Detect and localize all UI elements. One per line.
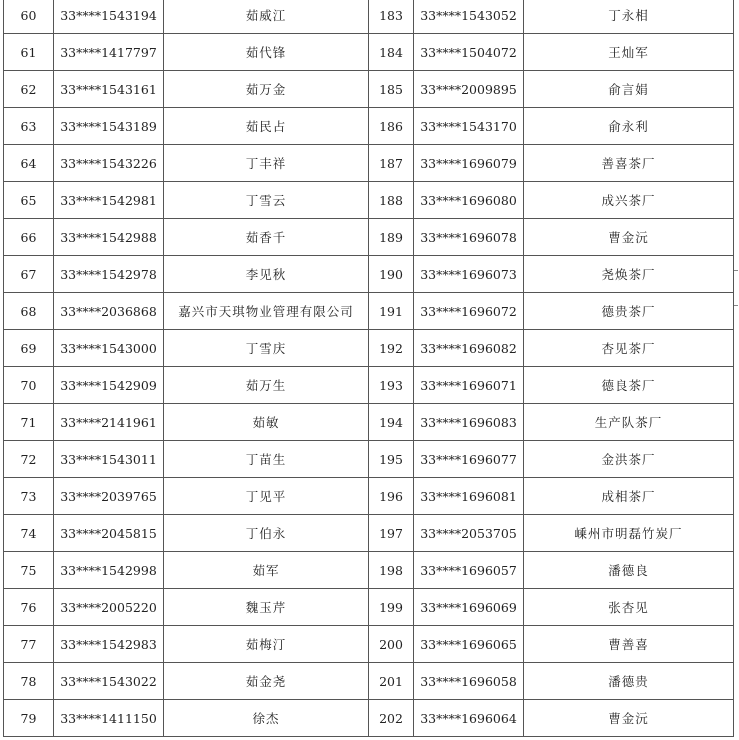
taxpayer-id-right: 33****1696064 [414, 700, 524, 737]
row-number-right: 201 [369, 663, 414, 700]
table-row [4, 515, 734, 552]
row-number-left: 70 [4, 367, 54, 404]
taxpayer-id-left: 33****1543161 [54, 71, 164, 108]
row-number-right: 186 [369, 108, 414, 145]
edge-mark [734, 305, 738, 306]
row-number-right: 183 [369, 0, 414, 34]
taxpayer-id-right: 33****1696069 [414, 589, 524, 626]
table-row [4, 441, 734, 478]
row-number-right: 199 [369, 589, 414, 626]
row-number-right: 189 [369, 219, 414, 256]
table-row [4, 663, 734, 700]
taxpayer-id-left: 33****1542909 [54, 367, 164, 404]
taxpayer-id-right: 33****1696077 [414, 441, 524, 478]
taxpayer-id-left: 33****1543226 [54, 145, 164, 182]
name-right: 王灿军 [524, 34, 734, 71]
table-body [4, 0, 734, 737]
name-right: 俞言娟 [524, 71, 734, 108]
table-row [4, 71, 734, 108]
row-number-right: 192 [369, 330, 414, 367]
name-left: 茹万金 [164, 71, 369, 108]
taxpayer-id-right: 33****1696072 [414, 293, 524, 330]
name-left: 徐杰 [164, 700, 369, 737]
taxpayer-id-right: 33****1696078 [414, 219, 524, 256]
row-number-left: 63 [4, 108, 54, 145]
taxpayer-id-left: 33****2141961 [54, 404, 164, 441]
name-right: 嵊州市明磊竹炭厂 [524, 515, 734, 552]
name-right: 俞永利 [524, 108, 734, 145]
name-left: 茹威江 [164, 0, 369, 34]
name-left: 茹民占 [164, 108, 369, 145]
table-row [4, 145, 734, 182]
row-number-right: 200 [369, 626, 414, 663]
table-row [4, 626, 734, 663]
name-right: 成兴茶厂 [524, 182, 734, 219]
row-number-right: 194 [369, 404, 414, 441]
row-number-left: 78 [4, 663, 54, 700]
row-number-left: 79 [4, 700, 54, 737]
name-left: 茹万生 [164, 367, 369, 404]
taxpayer-id-right: 33****1696071 [414, 367, 524, 404]
taxpayer-id-right: 33****1543052 [414, 0, 524, 34]
name-left: 茹香千 [164, 219, 369, 256]
table-row [4, 700, 734, 737]
table-row [4, 34, 734, 71]
name-right: 金洪茶厂 [524, 441, 734, 478]
name-left: 魏玉芹 [164, 589, 369, 626]
taxpayer-id-right: 33****1696058 [414, 663, 524, 700]
table-row [4, 0, 734, 34]
name-right: 曹金沅 [524, 219, 734, 256]
taxpayer-id-right: 33****1696083 [414, 404, 524, 441]
name-right: 曹善喜 [524, 626, 734, 663]
table-row [4, 552, 734, 589]
name-right: 善喜茶厂 [524, 145, 734, 182]
name-left: 丁见平 [164, 478, 369, 515]
name-left: 茹军 [164, 552, 369, 589]
name-right: 成相茶厂 [524, 478, 734, 515]
taxpayer-id-left: 33****1542988 [54, 219, 164, 256]
row-number-left: 69 [4, 330, 54, 367]
table-row [4, 404, 734, 441]
taxpayer-id-left: 33****1543194 [54, 0, 164, 34]
name-left: 茹梅汀 [164, 626, 369, 663]
taxpayer-id-right: 33****1696081 [414, 478, 524, 515]
row-number-left: 77 [4, 626, 54, 663]
name-left: 茹金尧 [164, 663, 369, 700]
taxpayer-table [3, 0, 734, 737]
row-number-left: 60 [4, 0, 54, 34]
taxpayer-id-right: 33****1696065 [414, 626, 524, 663]
row-number-left: 67 [4, 256, 54, 293]
taxpayer-id-left: 33****2036868 [54, 293, 164, 330]
taxpayer-id-right: 33****1696057 [414, 552, 524, 589]
taxpayer-id-right: 33****2009895 [414, 71, 524, 108]
name-right: 丁永相 [524, 0, 734, 34]
taxpayer-id-left: 33****1542998 [54, 552, 164, 589]
taxpayer-id-left: 33****1417797 [54, 34, 164, 71]
taxpayer-id-left: 33****1543022 [54, 663, 164, 700]
name-left: 嘉兴市天琪物业管理有限公司 [164, 293, 369, 330]
row-number-left: 66 [4, 219, 54, 256]
table-row [4, 219, 734, 256]
row-number-right: 185 [369, 71, 414, 108]
row-number-right: 187 [369, 145, 414, 182]
table-row [4, 108, 734, 145]
row-number-left: 65 [4, 182, 54, 219]
table-row [4, 182, 734, 219]
name-left: 茹代锋 [164, 34, 369, 71]
taxpayer-id-right: 33****1696082 [414, 330, 524, 367]
row-number-left: 62 [4, 71, 54, 108]
name-right: 曹金沅 [524, 700, 734, 737]
row-number-left: 73 [4, 478, 54, 515]
table-row [4, 256, 734, 293]
name-right: 生产队茶厂 [524, 404, 734, 441]
row-number-left: 76 [4, 589, 54, 626]
taxpayer-id-left: 33****1542978 [54, 256, 164, 293]
taxpayer-id-left: 33****2045815 [54, 515, 164, 552]
taxpayer-id-left: 33****1543189 [54, 108, 164, 145]
table-row [4, 478, 734, 515]
name-left: 李见秋 [164, 256, 369, 293]
taxpayer-id-right: 33****1696080 [414, 182, 524, 219]
name-left: 丁伯永 [164, 515, 369, 552]
row-number-left: 64 [4, 145, 54, 182]
taxpayer-id-left: 33****1543011 [54, 441, 164, 478]
name-right: 张杏见 [524, 589, 734, 626]
row-number-right: 195 [369, 441, 414, 478]
table-row [4, 367, 734, 404]
row-number-left: 61 [4, 34, 54, 71]
name-right: 尧焕茶厂 [524, 256, 734, 293]
row-number-right: 188 [369, 182, 414, 219]
name-right: 杏见茶厂 [524, 330, 734, 367]
taxpayer-id-right: 33****1696079 [414, 145, 524, 182]
taxpayer-id-left: 33****1543000 [54, 330, 164, 367]
taxpayer-id-right: 33****1696073 [414, 256, 524, 293]
name-left: 丁苗生 [164, 441, 369, 478]
table-row [4, 589, 734, 626]
table-row [4, 330, 734, 367]
row-number-right: 184 [369, 34, 414, 71]
taxpayer-id-right: 33****2053705 [414, 515, 524, 552]
row-number-right: 190 [369, 256, 414, 293]
name-right: 德贵茶厂 [524, 293, 734, 330]
row-number-right: 202 [369, 700, 414, 737]
row-number-right: 196 [369, 478, 414, 515]
table-row [4, 293, 734, 330]
row-number-right: 193 [369, 367, 414, 404]
row-number-right: 198 [369, 552, 414, 589]
row-number-left: 75 [4, 552, 54, 589]
row-number-left: 72 [4, 441, 54, 478]
taxpayer-id-left: 33****2039765 [54, 478, 164, 515]
name-right: 德良茶厂 [524, 367, 734, 404]
row-number-left: 71 [4, 404, 54, 441]
taxpayer-id-left: 33****2005220 [54, 589, 164, 626]
row-number-right: 191 [369, 293, 414, 330]
name-left: 茹敏 [164, 404, 369, 441]
row-number-left: 68 [4, 293, 54, 330]
name-left: 丁丰祥 [164, 145, 369, 182]
name-right: 潘德贵 [524, 663, 734, 700]
name-left: 丁雪云 [164, 182, 369, 219]
taxpayer-id-left: 33****1542983 [54, 626, 164, 663]
name-left: 丁雪庆 [164, 330, 369, 367]
name-right: 潘德良 [524, 552, 734, 589]
taxpayer-id-right: 33****1543170 [414, 108, 524, 145]
taxpayer-id-left: 33****1411150 [54, 700, 164, 737]
row-number-right: 197 [369, 515, 414, 552]
taxpayer-id-left: 33****1542981 [54, 182, 164, 219]
edge-mark [734, 270, 738, 271]
taxpayer-id-right: 33****1504072 [414, 34, 524, 71]
row-number-left: 74 [4, 515, 54, 552]
